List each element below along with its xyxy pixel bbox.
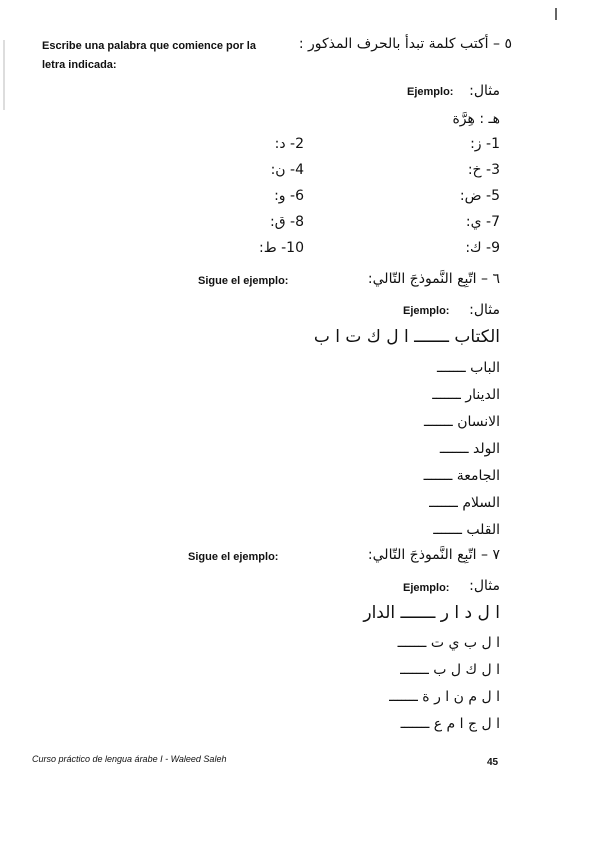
- exercise-5-item: 9- ك:: [465, 240, 500, 256]
- exercise-5-item: 1- ز:: [470, 136, 500, 152]
- exercise-6-word: الانسان ـــــــ: [424, 414, 500, 430]
- exercise-5-example-label-ar: مثال:: [469, 83, 500, 99]
- exercise-6-word: الباب ـــــــ: [437, 360, 500, 376]
- exercise-5-item: 5- ض:: [459, 188, 500, 204]
- exercise-5-item: 7- ي:: [465, 214, 500, 230]
- exercise-7-item: ا ل ك ل ب ـــــــ: [400, 662, 500, 678]
- exercise-6-word: الجامعة ـــــــ: [423, 468, 500, 484]
- exercise-7-example-label-ar: مثال:: [469, 578, 500, 594]
- exercise-5-item: 10- ط:: [259, 240, 304, 256]
- exercise-6-word: القلب ـــــــ: [433, 522, 500, 538]
- exercise-5-title-ar: ٥ – أكتب كلمة تبدأ بالحرف المذكور :: [298, 36, 512, 52]
- exercise-5-item: 6- و:: [274, 188, 304, 204]
- exercise-6-word: الدينار ـــــــ: [432, 387, 500, 403]
- footer-credit: Curso práctico de lengua árabe I - Waleed Saleh: [32, 754, 227, 764]
- exercise-5-example-label-es: Ejemplo:: [407, 86, 454, 98]
- page-number: 45: [487, 757, 499, 768]
- exercise-7-example-line: ا ل د ا ر ـــــــ الدار: [363, 603, 500, 623]
- exercise-5-item: 2- د:: [274, 136, 304, 152]
- exercise-7-item: ا ل م ن ا ر ة ـــــــ: [389, 689, 500, 705]
- scan-edge-mark: [555, 8, 557, 20]
- scan-edge-mark: [3, 40, 5, 110]
- exercise-6-title-es: Sigue el ejemplo:: [198, 275, 289, 287]
- exercise-7-title-ar: ٧ – اتّبِع النَّموذجَ التّالي:: [367, 547, 500, 563]
- exercise-5-item: 3- خ:: [467, 162, 500, 178]
- exercise-5-example-ar: هـ : هِرَّة: [452, 111, 500, 127]
- exercise-7-item: ا ل ب ي ت ـــــــ: [397, 635, 500, 651]
- exercise-5-item: 4- ن:: [270, 162, 304, 178]
- exercise-5-item: 8- ق:: [269, 214, 304, 230]
- exercise-6-word: السلام ـــــــ: [429, 495, 500, 511]
- exercise-5-title-es-line1: Escribe una palabra que comience por la: [42, 40, 256, 52]
- exercise-6-example-label-ar: مثال:: [469, 302, 500, 318]
- exercise-6-word: الولد ـــــــ: [439, 441, 500, 457]
- exercise-6-example-label-es: Ejemplo:: [403, 305, 450, 317]
- exercise-6-example-line: الكتاب ـــــــ ا ل ك ت ا ب: [313, 327, 500, 347]
- exercise-7-example-label-es: Ejemplo:: [403, 582, 450, 594]
- exercise-5-title-es-line2: letra indicada:: [42, 59, 117, 71]
- exercise-6-title-ar: ٦ – اتّبِع النَّموذجَ التّالي:: [367, 271, 500, 287]
- exercise-7-title-es: Sigue el ejemplo:: [188, 551, 279, 563]
- exercise-7-item: ا ل ج ا م ع ـــــــ: [400, 716, 500, 732]
